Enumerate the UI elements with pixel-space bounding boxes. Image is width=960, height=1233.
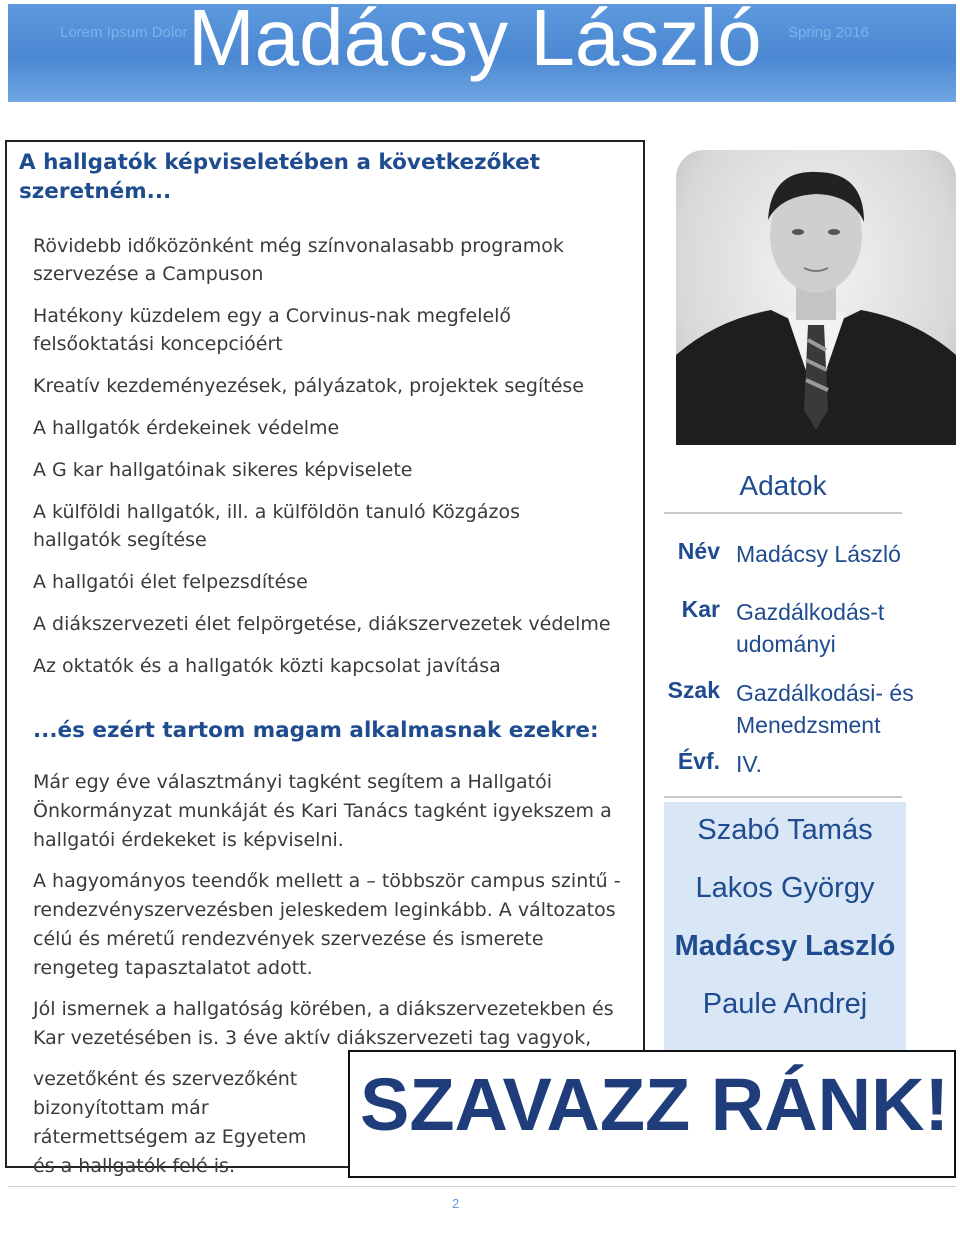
page-number: 2	[452, 1196, 460, 1211]
program-box	[5, 140, 645, 1177]
data-key: Szak	[667, 677, 720, 703]
portrait-illustration	[676, 150, 956, 445]
candidate-name: Lakos György	[695, 872, 875, 904]
paragraph: vezetőként és szervezőként bizonyítottam már rátermettségem az Egyetem és a hallgatók felé is.	[33, 1068, 307, 1177]
data-key: Kar	[681, 596, 720, 622]
data-key: Évf.	[677, 748, 720, 774]
vote-call-text: SZAVAZZ RÁNK!	[360, 1063, 950, 1146]
data-value: Gazdálkodás-tudományi	[736, 599, 885, 657]
data-value: IV.	[736, 751, 763, 777]
data-key: Név	[677, 538, 720, 564]
goal-item: A hallgatók érdekeinek védelme	[33, 417, 340, 439]
goal-item: Az oktatók és a hallgatók közti kapcsolat javítása	[33, 655, 501, 677]
header-banner	[8, 0, 956, 102]
paragraph: Jól ismernek a hallgatóság körében, a diákszervezetekben és Kar vezetésében is. 3 éve aktív diákszervezeti tag vagyok,	[33, 998, 614, 1049]
divider	[664, 796, 902, 798]
goal-item: A diákszervezeti élet felpörgetése, diákszervezetek védelme	[33, 613, 611, 635]
program-heading: A hallgatók képviseletében a következőket szeretném...	[19, 150, 540, 204]
goal-item: A G kar hallgatóinak sikeres képviselete	[33, 459, 413, 481]
header-right-text: Spring 2016	[788, 24, 869, 41]
goal-item: A hallgatói élet felpezsdítése	[33, 571, 308, 593]
candidate-name: Paule Andrej	[702, 988, 868, 1020]
candidate-name-highlighted: Madácsy Laszló	[674, 930, 896, 962]
footer-divider	[8, 1186, 956, 1187]
vote-call-box	[348, 1050, 956, 1178]
goal-item: Rövidebb időközönként még színvonalasabb programok szervezése a Campuson	[33, 235, 564, 285]
qualification-heading: ...és ezért tartom magam alkalmasnak ezekre:	[33, 718, 599, 743]
data-value: Madácsy László	[736, 541, 901, 567]
candidate-photo	[676, 150, 956, 445]
goal-item: A külföldi hallgatók, ill. a külföldön tanuló Közgázos hallgatók segítése	[33, 501, 520, 551]
page-title: Madácsy László	[188, 0, 762, 82]
divider	[664, 512, 902, 514]
goal-item: Hatékony küzdelem egy a Corvinus-nak megfelelő felsőoktatási koncepcióért	[33, 305, 512, 355]
header-left-text: Lorem Ipsum Dolor	[60, 24, 188, 41]
data-value: Gazdálkodási- és Menedzsment	[736, 680, 914, 738]
data-section-title: Adatok	[739, 470, 827, 501]
goals-list	[33, 232, 613, 694]
candidate-list	[664, 802, 906, 1052]
candidate-name: Szabó Tamás	[697, 814, 873, 846]
paragraph: A hagyományos teendők mellett a – többször campus szintű - rendezvényszervezésben jeleskedem leginkább. A változatos célú és méretű rendezvények szervezése és ismerete rengeteg tapasztalatot adott.	[33, 870, 621, 979]
goal-item: Kreatív kezdeményezések, pályázatok, projektek segítése	[33, 375, 584, 397]
paragraph: Már egy éve választmányi tagként segítem a Hallgatói Önkormányzat munkáját és Kari Tanács tagként igyekszem a hallgatói érdekeket is képviselni.	[33, 771, 612, 851]
